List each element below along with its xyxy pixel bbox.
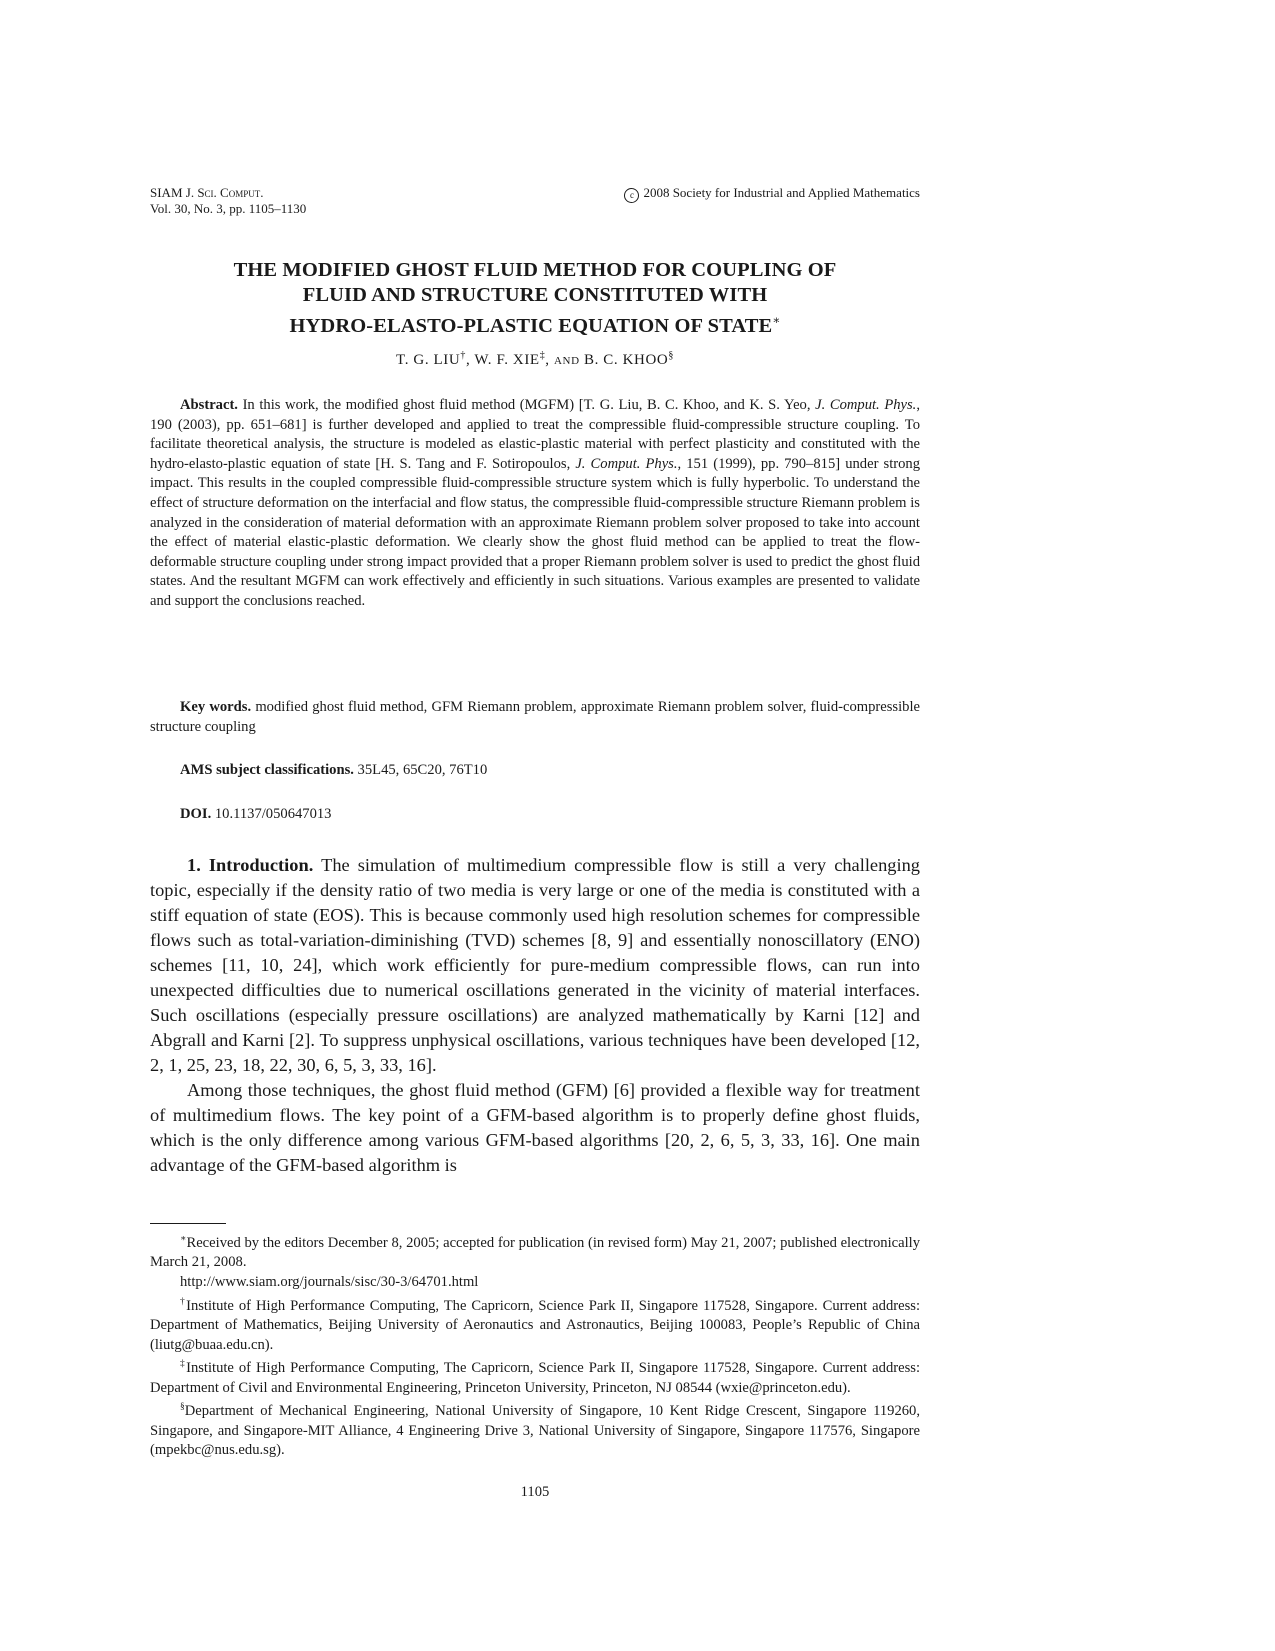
footnote-url[interactable]: http://www.siam.org/journals/sisc/30-3/64701.html — [180, 1274, 479, 1291]
footnote: ∗Received by the editors December 8, 2005; accepted for publication (in revised form) May 21, 2007; published electronically March 21, 2008. — [150, 1234, 920, 1271]
introduction-section — [150, 853, 920, 1178]
doi-label: DOI. — [180, 806, 212, 822]
copyright-notice: c 2008 Society for Industrial and Applied Mathematics — [624, 185, 920, 203]
ams-label: AMS subject classifications. — [180, 762, 354, 778]
footnote: §Department of Mechanical Engineering, National University of Singapore, 10 Kent Ridge Crescent, Singapore 119260, Singapore, and Singapore-MIT Alliance, 4 Engineering Drive 3, National University of Singapore, Singapore 117576, Singapore (mpekbc@nus.edu.sg). — [150, 1402, 920, 1459]
body-paragraph: Among those techniques, the ghost fluid method (GFM) [6] provided a flexible way for treatment of multimedium flows. The key point of a GFM-based algorithm is to properly define ghost fluids, which is the only difference among various GFM-based algorithms [20, 2, 6, 5, 3, 33, 16]. One main advantage of the GFM-based algorithm is — [150, 1080, 920, 1175]
ams-classifications: AMS subject classifications. 35L45, 65C20, 76T10 — [180, 762, 488, 778]
author-name: B. C. KHOO — [579, 352, 669, 368]
journal-volume: Vol. 30, No. 3, pp. 1105–1130 — [150, 201, 307, 216]
footnotes — [150, 1230, 920, 1461]
journal-citation — [150, 185, 306, 217]
keywords-label: Key words. — [180, 699, 252, 715]
doi: DOI. 10.1137/050647013 — [180, 806, 332, 822]
footnote: ‡Institute of High Performance Computing, The Capricorn, Science Park II, Singapore 117528, Singapore. Current address: Department of Civil and Environmental Engineering, Princeton University, Princeton, NJ 08544 (wxie@princeton.edu). — [150, 1359, 920, 1396]
abstract: Abstract. In this work, the modified ghost fluid method (MGFM) [T. G. Liu, B. C. Khoo, and K. S. Yeo, J. Comput. Phys., 190 (2003), pp. 651–681] is further developed and applied to treat the compressible fluid-compressible structure coupling. To facilitate theoretical analysis, the structure is modeled as elastic-plastic material with perfect plasticity and constituted with the hydro-elasto-plastic equation of state [H. S. Tang and F. Sotiropoulos, J. Comput. Phys., 151 (1999), pp. 790–815] under strong impact. This results in the coupled compressible fluid-compressible structure system which is fully hyperbolic. To understand the effect of structure deformation on the interfacial and flow status, the compressible fluid-compressible structure Riemann problem is analyzed in the consideration of material deformation with an approximate Riemann problem solver proposed to take into account the effect of material elastic-plastic deformation. We clearly show the ghost fluid method can be applied to treat the flow-deformable structure coupling under strong impact provided that a proper Riemann problem solver is used to predict the ghost fluid states. And the resultant MGFM can work effectively and efficiently in such situations. Various examples are presented to validate and support the conclusions reached. — [150, 397, 921, 609]
author-name: W. F. XIE — [474, 352, 540, 368]
paper-title: THE MODIFIED GHOST FLUID METHOD FOR COUPLING OF FLUID AND STRUCTURE CONSTITUTED WITH HYDRO-ELASTO-PLASTIC EQUATION OF STATE∗ — [233, 259, 837, 337]
abstract-label: Abstract. — [180, 397, 238, 413]
footnote-divider — [150, 1223, 226, 1224]
keywords: Key words. modified ghost fluid method, GFM Riemann problem, approximate Riemann problem solver, fluid-compressible structure coupling — [150, 699, 920, 735]
paper-page — [150, 0, 920, 1651]
author-name: T. G. LIU — [396, 352, 461, 368]
title-footnote-mark: ∗ — [772, 313, 781, 327]
copyright-icon: c — [624, 188, 639, 203]
author-list: T. G. LIU†, W. F. XIE‡, and B. C. KHOO§ — [396, 350, 674, 368]
footnote: †Institute of High Performance Computing, The Capricorn, Science Park II, Singapore 117528, Singapore. Current address: Department of Mathematics, Beijing University of Aeronautics and Astronautics, Beijing 100083, People’s Republic of China (liutg@buaa.edu.cn). — [150, 1296, 920, 1353]
page-number: 1105 — [520, 1484, 550, 1500]
section-heading: 1. Introduction. — [187, 855, 314, 875]
body-paragraph: 1. Introduction. The simulation of multimedium compressible flow is still a very challenging topic, especially if the density ratio of two media is very large or one of the media is constituted with a stiff equation of state (EOS). This is because commonly used high resolution schemes for compressible flows such as total-variation-diminishing (TVD) schemes [8, 9] and essentially nonoscillatory (ENO) schemes [11, 10, 24], which work efficiently for pure-medium compressible flows, can run into unexpected difficulties due to numerical oscillations generated in the vicinity of material interfaces. Such oscillations (especially pressure oscillations) are analyzed mathematically by Karni [12] and Abgrall and Karni [2]. To suppress unphysical oscillations, various techniques have been developed [12, 2, 1, 25, 23, 18, 22, 30, 6, 5, 3, 33, 16]. — [150, 855, 920, 1075]
journal-name: SIAM J. Sci. Comput. — [150, 185, 264, 200]
